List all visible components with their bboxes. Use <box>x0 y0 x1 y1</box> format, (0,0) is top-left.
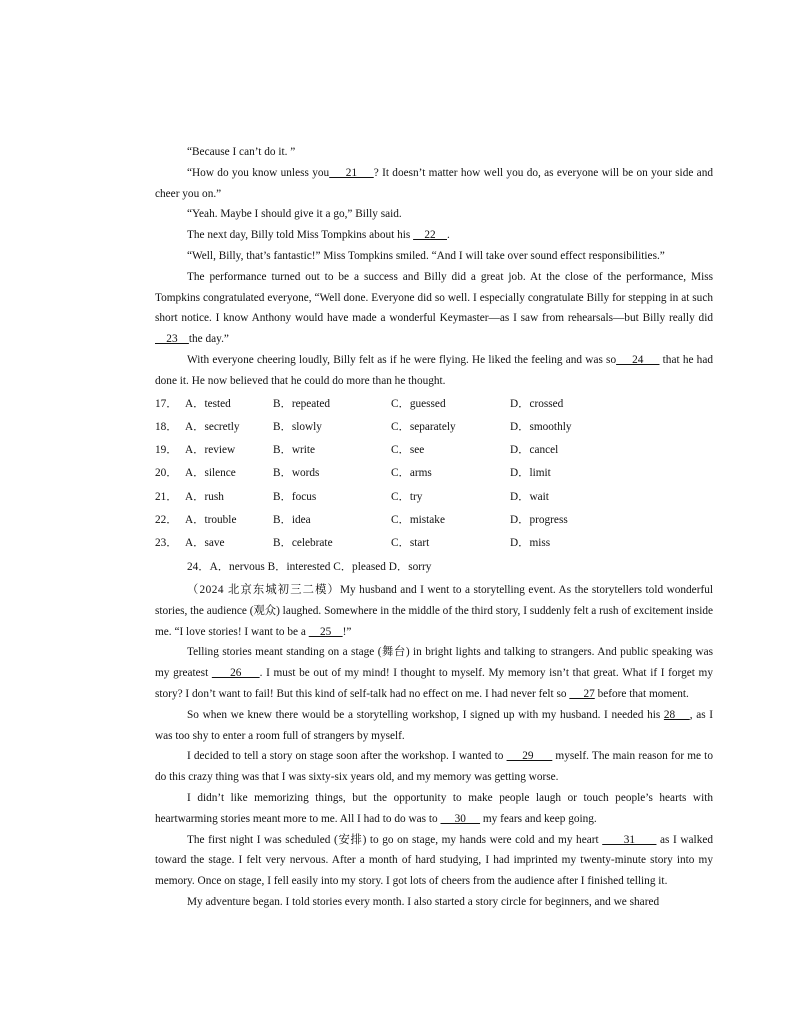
paragraph <box>155 788 713 830</box>
blank-25: 25 <box>308 625 343 638</box>
option-a: A．secretly <box>185 420 240 433</box>
text: With everyone cheering loudly, Billy felt as if he were flying. He liked the feeling and was so <box>187 353 617 366</box>
paragraph <box>155 142 713 163</box>
paragraph <box>155 705 713 747</box>
text: that he had done it. He now believed that he could do more than he thought. <box>155 353 713 387</box>
blank-22: 22 <box>413 229 447 242</box>
option-a: A．silence <box>185 467 236 480</box>
question-number: 19． <box>155 444 178 457</box>
option-d: D．wait <box>510 490 549 503</box>
text: before that moment. <box>594 687 689 700</box>
option-a: A．trouble <box>185 514 237 527</box>
paragraph <box>155 246 713 267</box>
option-c: C．see <box>391 444 425 457</box>
question-row <box>155 532 713 555</box>
option-d: D．crossed <box>510 397 564 410</box>
paragraph <box>155 267 713 350</box>
option-c: C．separately <box>391 420 456 433</box>
option-b: B．idea <box>273 514 311 527</box>
paragraph <box>155 225 713 246</box>
text: . <box>446 229 450 242</box>
text: the day.” <box>188 333 229 346</box>
paragraph <box>155 580 713 642</box>
text: “Well, Billy, that’s fantastic!” Miss Tompkins smiled. “And I will take over sound effect responsibilities.” <box>187 249 665 262</box>
question-number: 20． <box>155 467 178 480</box>
text: !” <box>342 625 352 638</box>
option-b: B．words <box>273 467 320 480</box>
question-row-24: 24．A．nervous B．interested C．pleased D．sorry <box>187 560 432 573</box>
text: myself. The main reason for me to do this crazy thing was that I was sixty-six years old, and my memory was getting worse. <box>155 750 713 784</box>
option-b: B．slowly <box>273 420 322 433</box>
option-c: C．guessed <box>391 397 446 410</box>
question-number: 22． <box>155 514 178 527</box>
text: “Because I can’t do it. ” <box>187 146 296 158</box>
text: The next day, Billy told Miss Tompkins about his <box>187 229 414 242</box>
paragraph <box>155 204 713 225</box>
text: Telling stories meant standing on a stage (舞台) in bright lights and talking to strangers. And public speaking was my greatest <box>155 646 713 680</box>
source-label: （2024 北京东城初三二模） <box>187 583 341 596</box>
text: My adventure began. I told stories every month. I also started a story circle for beginners, and we shared <box>187 895 660 908</box>
text: “How do you know unless you <box>187 166 330 179</box>
blank-23: 23 <box>155 333 189 346</box>
text: ? It doesn’t matter how well you do, as everyone will be on your side and cheer you on.” <box>155 166 713 200</box>
question-row <box>155 439 713 462</box>
text: I didn’t like memorizing things, but the opportunity to make people laugh or touch people’s hearts with heartwarming stories meant more to me. All I had to do was to <box>155 791 713 825</box>
question-list <box>155 393 713 579</box>
option-b: B．write <box>273 444 316 457</box>
text: The performance turned out to be a success and Billy did a great job. At the close of the performance, Miss Tompkins congratulated everyone, “Well done. Everyone did so well. I especially congratulate Billy for stepping in at such short notice. I know Anthony would have made a wonderful Keymaster—as I saw from rehearsals—but Billy really did <box>155 270 713 325</box>
option-a: A．save <box>185 537 225 550</box>
blank-29: 29 <box>506 750 553 763</box>
blank-24: 24 <box>616 353 660 366</box>
blank-30: 30 <box>440 812 481 825</box>
option-d: D．miss <box>510 537 551 550</box>
option-b: B．celebrate <box>273 537 333 550</box>
option-b: B．repeated <box>273 397 331 410</box>
option-c: C．start <box>391 537 430 550</box>
question-row <box>155 462 713 485</box>
question-number: 17． <box>155 397 178 410</box>
blank-28: 28 <box>663 708 690 721</box>
question-number: 18． <box>155 420 178 433</box>
option-d: D．limit <box>510 467 551 480</box>
option-c: C．arms <box>391 467 432 480</box>
blank-26: 26 <box>211 667 260 680</box>
text: “Yeah. Maybe I should give it a go,” Billy said. <box>187 208 402 221</box>
question-row <box>155 486 713 509</box>
paragraph <box>155 642 713 704</box>
option-b: B．focus <box>273 490 317 503</box>
text: So when we knew there would be a storytelling workshop, I signed up with my husband. I needed his <box>187 708 664 721</box>
paragraph <box>155 163 713 205</box>
option-d: D．progress <box>510 514 568 527</box>
blank-27: 27 <box>569 687 595 700</box>
question-row <box>155 416 713 439</box>
text: My husband and I went to a storytelling event. As the storytellers told wonderful stories, the audience (观众) laughed. Somewhere in the middle of the third story, I suddenly felt a rush of excitement inside me. “I love stories! I want to be a <box>155 583 714 638</box>
question-row <box>155 393 713 416</box>
document-page <box>155 142 713 913</box>
text: , as I was too shy to enter a room full of strangers by myself. <box>155 708 713 742</box>
paragraph <box>155 892 713 913</box>
blank-31: 31 <box>602 833 657 846</box>
text: I decided to tell a story on stage soon after the workshop. I wanted to <box>187 750 507 763</box>
text: as I walked toward the stage. I felt very nervous. After a month of hard studying, I had imprinted my twenty-minute story into my memory. Once on stage, I fell easily into my story. I got lots of cheers from the audience after I finished telling it. <box>155 833 713 888</box>
option-c: C．try <box>391 490 423 503</box>
option-d: D．cancel <box>510 444 559 457</box>
option-c: C．mistake <box>391 514 445 527</box>
paragraph <box>155 830 713 892</box>
option-a: A．review <box>185 444 236 457</box>
text: The first night I was scheduled (安排) to go on stage, my hands were cold and my heart <box>187 833 603 846</box>
text: . I must be out of my mind! I thought to myself. My memory isn’t that great. What if I forget my story? I don’t want to fail! But this kind of self-talk had no effect on me. I had never felt so <box>155 667 713 700</box>
question-number: 23． <box>155 537 178 550</box>
question-row <box>155 509 713 532</box>
option-a: A．rush <box>185 490 224 503</box>
question-number: 21． <box>155 490 178 503</box>
paragraph <box>155 746 713 788</box>
blank-21: 21 <box>329 166 374 179</box>
text: my fears and keep going. <box>480 812 597 825</box>
option-d: D．smoothly <box>510 420 572 433</box>
option-a: A．tested <box>185 397 231 410</box>
paragraph <box>155 350 713 392</box>
